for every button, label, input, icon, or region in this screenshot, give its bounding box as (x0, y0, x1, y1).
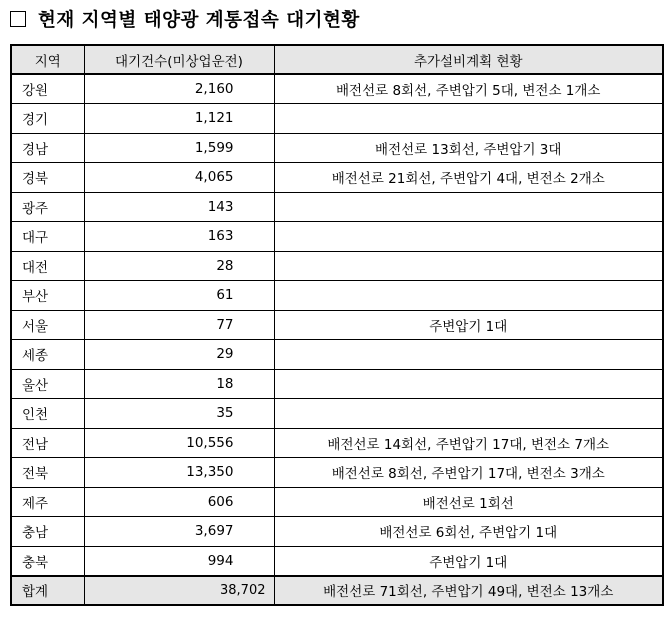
region-cell: 경기 (11, 104, 84, 134)
count-cell: 1,599 (84, 133, 274, 163)
grid-connection-waiting-table (10, 44, 664, 606)
count-cell: 61 (84, 281, 274, 311)
plan-cell (274, 340, 663, 370)
table-row (11, 74, 663, 104)
plan-cell: 배전선로 13회선, 주변압기 3대 (274, 133, 663, 163)
plan-cell (274, 104, 663, 134)
region-cell: 서울 (11, 310, 84, 340)
table-body (11, 74, 663, 605)
region-cell: 강원 (11, 74, 84, 104)
plan-cell (274, 369, 663, 399)
header-count: 대기건수(미상업운전) (84, 45, 274, 74)
count-cell: 38,702 (84, 576, 274, 606)
count-cell: 18 (84, 369, 274, 399)
table-row (11, 104, 663, 134)
plan-cell: 배전선로 71회선, 주변압기 49대, 변전소 13개소 (274, 576, 663, 606)
count-cell: 2,160 (84, 74, 274, 104)
header-plan: 추가설비계획 현황 (274, 45, 663, 74)
table-row (11, 399, 663, 429)
count-cell: 77 (84, 310, 274, 340)
checkbox-square-icon (10, 11, 26, 27)
table-total-row (11, 576, 663, 606)
plan-cell: 배전선로 21회선, 주변압기 4대, 변전소 2개소 (274, 163, 663, 193)
region-cell: 경남 (11, 133, 84, 163)
plan-cell (274, 281, 663, 311)
table-row (11, 163, 663, 193)
plan-cell (274, 251, 663, 281)
count-cell: 3,697 (84, 517, 274, 547)
region-cell: 인천 (11, 399, 84, 429)
count-cell: 28 (84, 251, 274, 281)
table-row (11, 458, 663, 488)
count-cell: 29 (84, 340, 274, 370)
plan-cell (274, 222, 663, 252)
region-cell: 경북 (11, 163, 84, 193)
count-cell: 994 (84, 546, 274, 576)
plan-cell: 배전선로 8회선, 주변압기 5대, 변전소 1개소 (274, 74, 663, 104)
table-row (11, 340, 663, 370)
plan-cell: 주변압기 1대 (274, 310, 663, 340)
table-row (11, 222, 663, 252)
count-cell: 4,065 (84, 163, 274, 193)
count-cell: 606 (84, 487, 274, 517)
table-row (11, 310, 663, 340)
count-cell: 13,350 (84, 458, 274, 488)
plan-cell: 배전선로 1회선 (274, 487, 663, 517)
plan-cell (274, 192, 663, 222)
table-row (11, 487, 663, 517)
plan-cell: 주변압기 1대 (274, 546, 663, 576)
region-cell: 울산 (11, 369, 84, 399)
table-row (11, 133, 663, 163)
count-cell: 163 (84, 222, 274, 252)
region-cell: 충북 (11, 546, 84, 576)
region-cell: 광주 (11, 192, 84, 222)
plan-cell: 배전선로 6회선, 주변압기 1대 (274, 517, 663, 547)
header-region: 지역 (11, 45, 84, 74)
table-row (11, 251, 663, 281)
count-cell: 10,556 (84, 428, 274, 458)
page-heading (10, 6, 360, 32)
table-row (11, 192, 663, 222)
region-cell: 전북 (11, 458, 84, 488)
plan-cell: 배전선로 14회선, 주변압기 17대, 변전소 7개소 (274, 428, 663, 458)
region-cell: 제주 (11, 487, 84, 517)
region-cell: 대전 (11, 251, 84, 281)
table-row (11, 546, 663, 576)
region-cell: 대구 (11, 222, 84, 252)
table-row (11, 517, 663, 547)
count-cell: 143 (84, 192, 274, 222)
plan-cell (274, 399, 663, 429)
region-cell: 충남 (11, 517, 84, 547)
region-cell: 세종 (11, 340, 84, 370)
region-cell: 부산 (11, 281, 84, 311)
count-cell: 1,121 (84, 104, 274, 134)
table-row (11, 428, 663, 458)
table-header-row (11, 45, 663, 74)
page-title: 현재 지역별 태양광 계통접속 대기현황 (38, 10, 360, 31)
table-row (11, 281, 663, 311)
count-cell: 35 (84, 399, 274, 429)
region-cell: 합계 (11, 576, 84, 606)
plan-cell: 배전선로 8회선, 주변압기 17대, 변전소 3개소 (274, 458, 663, 488)
table-row (11, 369, 663, 399)
region-cell: 전남 (11, 428, 84, 458)
